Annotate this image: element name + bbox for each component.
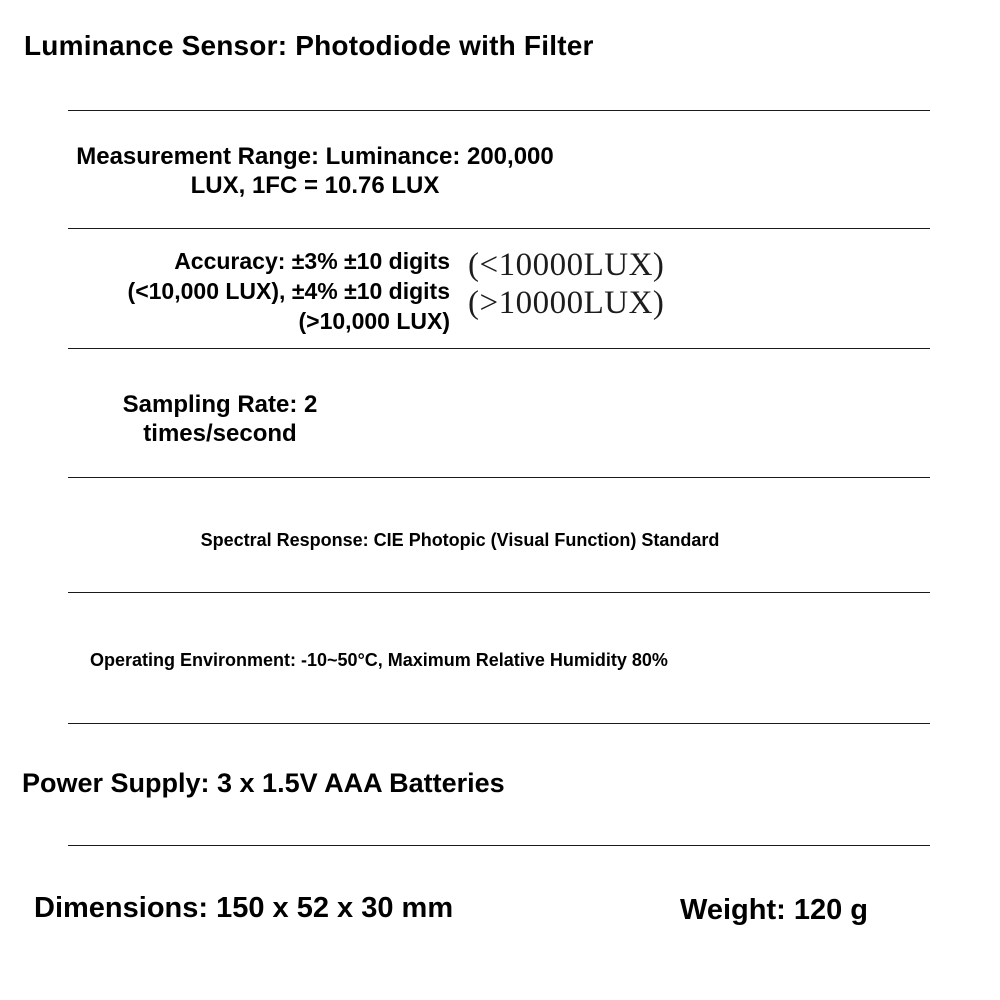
accuracy-note-line1: (<10000LUX)	[468, 247, 665, 283]
accuracy-line2: (<10,000 LUX), ±4% ±10 digits	[127, 278, 450, 304]
accuracy-line3: (>10,000 LUX)	[298, 308, 450, 334]
measurement-range-line2: LUX, 1FC = 10.76 LUX	[190, 172, 440, 199]
power-supply-spec: Power Supply: 3 x 1.5V AAA Batteries	[22, 768, 505, 798]
measurement-range-line1: Measurement Range: Luminance: 200,000	[76, 143, 554, 170]
accuracy-spec	[40, 246, 450, 336]
measurement-range-spec	[10, 142, 620, 200]
accuracy-line1: Accuracy: ±3% ±10 digits	[174, 248, 450, 274]
divider	[68, 845, 930, 846]
weight-spec: Weight: 120 g	[680, 894, 868, 926]
accuracy-note	[468, 246, 748, 322]
luminance-sensor-title: Luminance Sensor: Photodiode with Filter	[24, 30, 594, 61]
divider	[68, 723, 930, 724]
sampling-rate-line1: Sampling Rate: 2	[122, 391, 318, 418]
divider	[68, 477, 930, 478]
dimensions-spec: Dimensions: 150 x 52 x 30 mm	[34, 892, 454, 924]
divider	[68, 348, 930, 349]
accuracy-note-line2: (>10000LUX)	[468, 285, 665, 321]
sampling-rate-line2: times/second	[143, 420, 297, 447]
divider	[68, 592, 930, 593]
operating-environment-spec: Operating Environment: -10~50°C, Maximum Relative Humidity 80%	[90, 650, 668, 670]
divider	[68, 110, 930, 111]
divider	[68, 228, 930, 229]
spectral-response-spec: Spectral Response: CIE Photopic (Visual Function) Standard	[200, 530, 720, 550]
sampling-rate-spec	[60, 390, 380, 448]
